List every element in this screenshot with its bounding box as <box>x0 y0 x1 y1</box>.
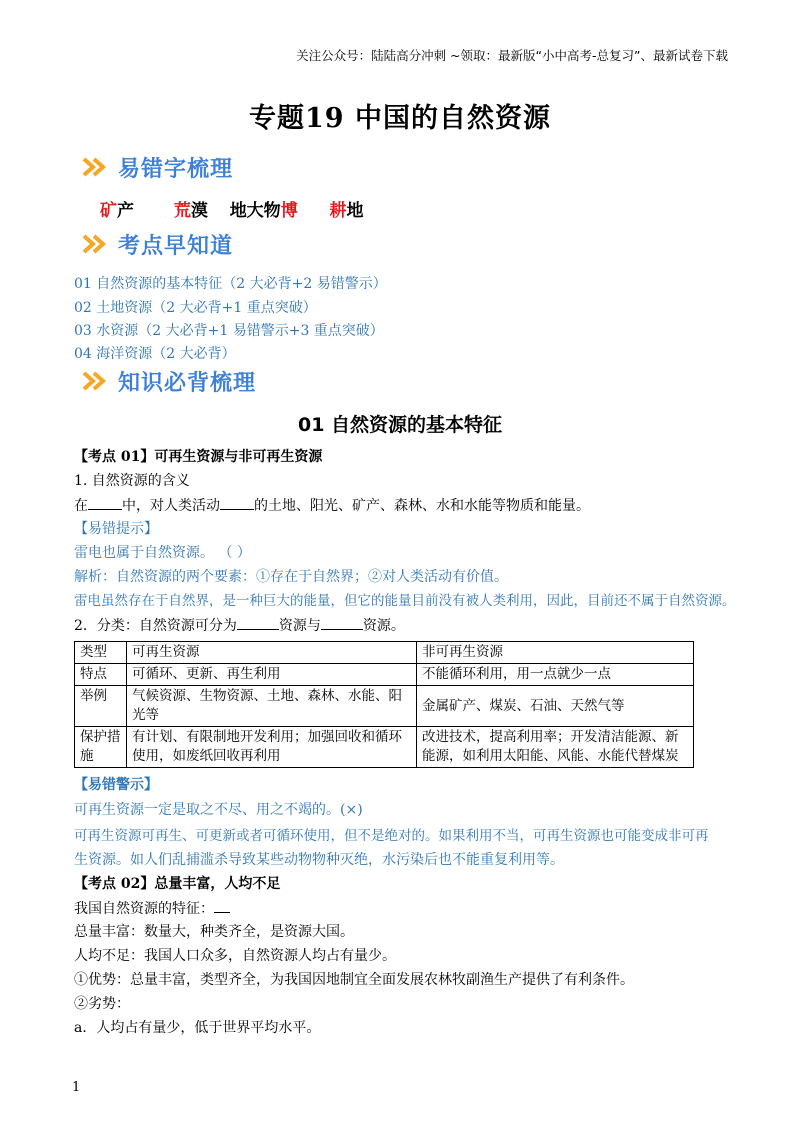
body-line: 1. 自然资源的含义 <box>74 473 190 489</box>
tip-explain: 雷电虽然存在于自然界，是一种巨大的能量，但它的能量目前没有被人类利用，因此，目前还不属于自然资源。 <box>74 593 736 609</box>
section-knowledge <box>82 366 256 396</box>
table-row <box>75 727 694 768</box>
tip-explain: 解析：自然资源的两个要素：①存在于自然界；②对人类活动有价值。 <box>74 569 508 585</box>
warn-label: 【易错警示】 <box>74 777 158 793</box>
double-chevron-icon <box>82 233 112 255</box>
kp2-heading: 【考点 02】总量丰富，人均不足 <box>74 876 281 892</box>
fill-blank-line: 2．分类：自然资源可分为 资源与 资源。 <box>74 615 405 636</box>
table-cell: 气候资源、生物资源、土地、森林、水能、阳光等 <box>127 686 417 727</box>
toc-item: 03 水资源（2 大必背+1 易错警示+3 重点突破） <box>74 323 384 339</box>
table-cell: 有计划、有限制地开发利用；加强回收和循环使用，如废纸回收再利用 <box>127 727 417 768</box>
double-chevron-icon <box>82 370 112 392</box>
kp1-heading: 【考点 01】可再生资源与非可再生资源 <box>74 449 323 465</box>
table-row <box>75 686 694 727</box>
section-typo <box>82 152 233 182</box>
typo-word: 耕地 <box>329 201 364 221</box>
table-row <box>75 664 694 686</box>
body-line: 我国自然资源的特征： <box>74 898 230 919</box>
section-toc <box>82 229 233 259</box>
toc-item: 04 海洋资源（2 大必背） <box>74 346 236 362</box>
table-header-cell: 非可再生资源 <box>417 642 694 664</box>
page-title: 专题19 中国的自然资源 <box>249 103 551 134</box>
typo-words <box>100 196 364 221</box>
warn-line: 生资源。如人们乱捕滥杀导致某些动物物种灭绝，水污染后也不能重复利用等。 <box>74 852 564 868</box>
table-header-cell: 可再生资源 <box>127 642 417 664</box>
toc-item: 02 土地资源（2 大必背+1 重点突破） <box>74 300 317 316</box>
body-line: ①优势：总量丰富，类型齐全，为我国因地制宜全面发展农林牧副渔生产提供了有利条件。 <box>74 972 634 988</box>
body-line: 人均不足：我国人口众多，自然资源人均占有量少。 <box>74 948 396 964</box>
section-title: 知识必背梳理 <box>118 370 257 396</box>
section-title: 易错字梳理 <box>118 156 234 182</box>
page-number: 1 <box>72 1080 81 1095</box>
table-header-cell: 类型 <box>75 642 127 664</box>
resource-table <box>74 641 694 768</box>
toc-item: 01 自然资源的基本特征（2 大必背+2 易错警示） <box>74 276 387 292</box>
header-note: 关注公众号：陆陆高分冲刺 ~领取：最新版“小中高考-总复习”、最新试卷下载 <box>296 48 728 63</box>
typo-word: 地大物博 <box>229 201 298 221</box>
table-cell: 保护措施 <box>75 727 127 768</box>
typo-word: 荒漠 <box>173 201 208 221</box>
tip-question: 雷电也属于自然资源。 （ ） <box>74 545 251 561</box>
body-line: ②劣势： <box>74 996 130 1012</box>
table-cell: 举例 <box>75 686 127 727</box>
table-row <box>75 642 694 664</box>
table-cell: 改进技术，提高利用率；开发清洁能源、新能源，如利用太阳能、风能、水能代替煤炭 <box>417 727 694 768</box>
double-chevron-icon <box>82 156 112 178</box>
table-cell: 可循环、更新、再生利用 <box>127 664 417 686</box>
table-cell: 金属矿产、煤炭、石油、天然气等 <box>417 686 694 727</box>
tip-label: 【易错提示】 <box>74 521 158 537</box>
fill-blank-line: 在 中，对人类活动 的土地、阳光、矿产、森林、水和水能等物质和能量。 <box>74 495 590 516</box>
body-line: 总量丰富：数量大，种类齐全，是资源大国。 <box>74 924 354 940</box>
table-cell: 不能循环利用，用一点就少一点 <box>417 664 694 686</box>
section-title: 考点早知道 <box>118 233 234 259</box>
warn-line: 可再生资源可再生、可更新或者可循环使用，但不是绝对的。如果利用不当，可再生资源也可能变成非可再 <box>74 828 709 844</box>
body-line: a．人均占有量少，低于世界平均水平。 <box>74 1020 321 1036</box>
subsection-heading: 01 自然资源的基本特征 <box>297 414 503 436</box>
table-cell: 特点 <box>75 664 127 686</box>
warn-line: 可再生资源一定是取之不尽、用之不竭的。(×) <box>74 802 363 818</box>
typo-word: 矿产 <box>100 201 134 221</box>
